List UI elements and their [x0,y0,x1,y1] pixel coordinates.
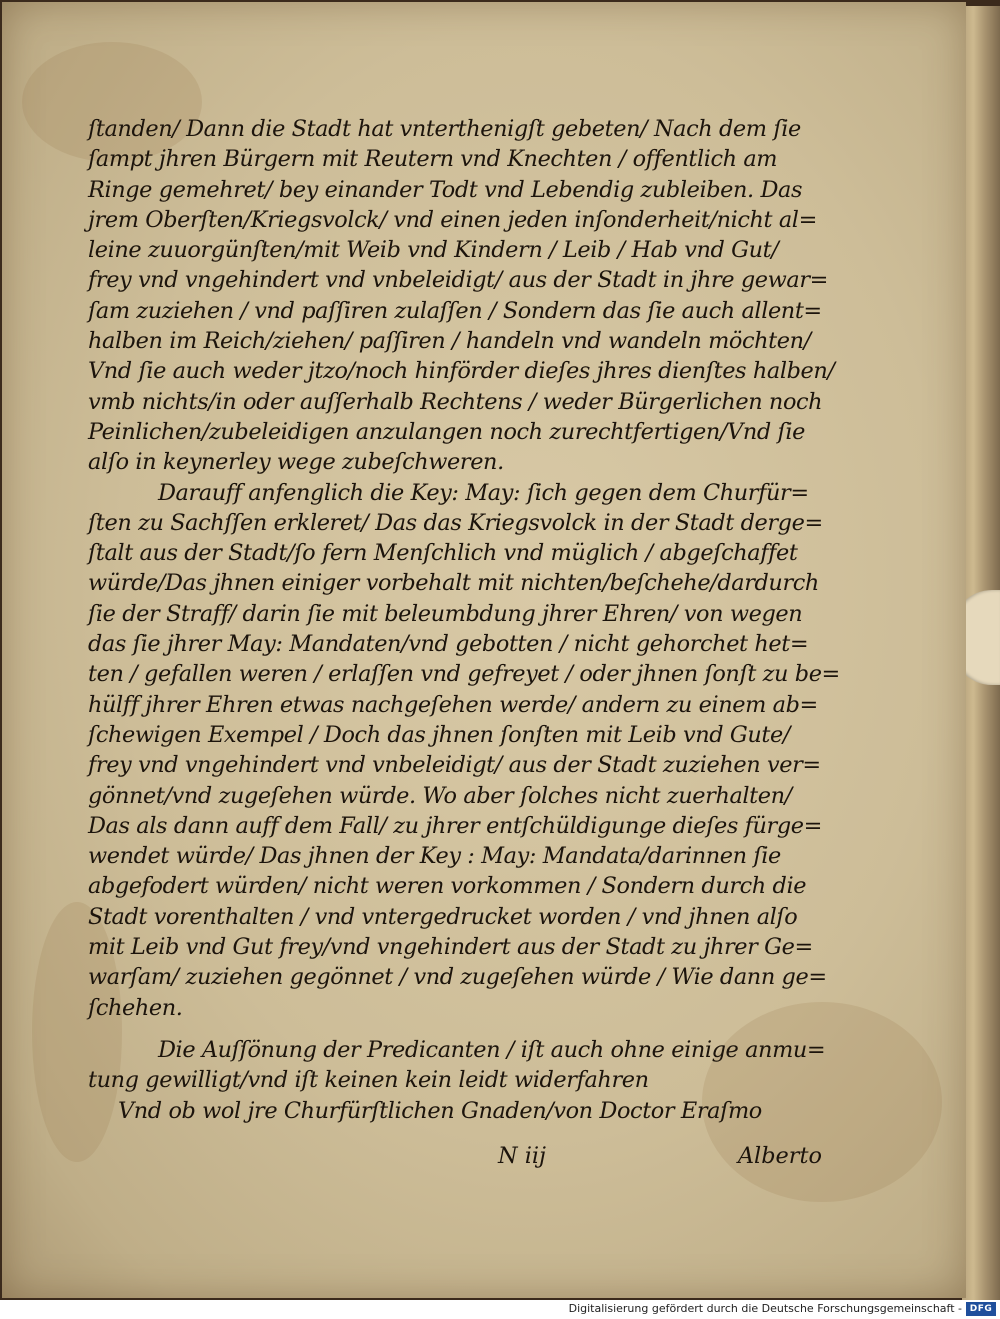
text-line: Das als dann auff dem Fall/ zu jhrer entſchüldigunge dieſes fürge= [88,812,822,839]
text-block [88,114,840,1126]
signature-mark: N iij [498,1143,546,1169]
text-line: alſo in keynerley wege zubeſchweren. [88,449,504,476]
text-line: gönnet/vnd zugeſehen würde. Wo aber ſolches nicht zuerhalten/ [88,782,792,809]
text-line: Stadt vorenthalten / vnd vntergedrucket worden / vnd jhnen alſo [88,903,798,930]
text-line: ſtalt aus der Stadt/ſo fern Menſchlich vnd müglich / abgeſchaffet [88,540,798,567]
credit-bar [0,1300,1000,1319]
paragraph-gap [88,1023,828,1035]
text-line: ſten zu Sachſſen erkleret/ Das das Kriegsvolck in der Stadt derge= [88,509,823,536]
text-line: vmb nichts/in oder auſſerhalb Rechtens / weder Bürgerlichen noch [88,388,823,415]
text-line: Die Auſſönung der Predicanten / iſt auch ohne einige anmu= [158,1036,826,1063]
text-line: wendet würde/ Das jhnen der Key : May: Mandata/darinnen ſie [88,843,781,870]
text-line: jrem Oberſten/Kriegsvolck/ vnd einen jeden inſonderheit/nicht al= [88,206,817,233]
credit-text: Digitalisierung gefördert durch die Deutsche Forschungsgemeinschaft - [568,1302,962,1315]
text-line: ſampt jhren Bürgern mit Reutern vnd Knechten / offentlich am [88,146,778,173]
text-line: Darauff anfenglich die Key: May: ſich gegen dem Churfür= [158,479,809,506]
text-line: warſam/ zuziehen gegönnet / vnd zugeſehen würde / Wie dann ge= [88,964,827,991]
text-line: Vnd ſie auch weder jtzo/noch hinförder dieſes jhres dienſtes halben/ [88,358,835,385]
text-line: ſie der Straff/ darin ſie mit beleumbdung jhrer Ehren/ von wegen [88,600,803,627]
text-line: Vnd ob wol jre Churfürſtlichen Gnaden/von Doctor Eraſmo [118,1097,762,1124]
text-line: mit Leib vnd Gut frey/vnd vngehindert aus der Stadt zu jhrer Ge= [88,934,813,961]
text-line: ſchehen. [88,994,183,1021]
text-line: hülff jhrer Ehren etwas nachgeſehen werde/ andern zu einem ab= [88,691,818,718]
text-line: Peinlichen/zubeleidigen anzulangen noch zurechtfertigen/Vnd ſie [88,418,806,445]
text-line: ſtanden/ Dann die Stadt hat vnterthenigſt gebeten/ Nach dem ſie [88,116,801,142]
text-line: das ſie jhrer May: Mandaten/vnd gebotten / nicht gehorchet het= [88,631,809,658]
text-line: leine zuuorgünſten/mit Weib vnd Kindern / Leib / Hab vnd Gut/ [88,237,779,264]
text-line: ten / gefallen weren / erlaſſen vnd gefreyet / oder jhnen ſonſt zu be= [88,661,840,688]
text-line: abgefodert würden/ nicht weren vorkommen / Sondern durch die [88,873,807,900]
text-line: ſam zuziehen / vnd paſſiren zulaſſen / Sondern das ſie auch allent= [88,297,822,324]
catchword: Alberto [737,1143,822,1169]
text-line: Ringe gemehret/ bey einander Todt vnd Lebendig zubleiben. Das [88,176,803,203]
dfg-logo: DFG [966,1302,996,1316]
text-line: frey vnd vngehindert vnd vnbeleidigt/ aus der Stadt zuziehen ver= [88,752,821,779]
text-line: halben im Reich/ziehen/ paſſiren / handeln vnd wandeln möchten/ [88,328,811,355]
text-line: würde/Das jhnen einiger vorbehalt mit nichten/beſchehe/dardurch [88,570,819,597]
text-line: frey vnd vngehindert vnd vnbeleidigt/ aus der Stadt in jhre gewar= [88,267,829,294]
text-line: ſchewigen Exempel / Doch das jhnen ſonſten mit Leib vnd Gute/ [88,721,791,748]
paper-page [2,2,966,1298]
page-footer [88,1143,828,1173]
text-line: tung gewilligt/vnd iſt keinen kein leidt widerfahren [88,1067,649,1094]
